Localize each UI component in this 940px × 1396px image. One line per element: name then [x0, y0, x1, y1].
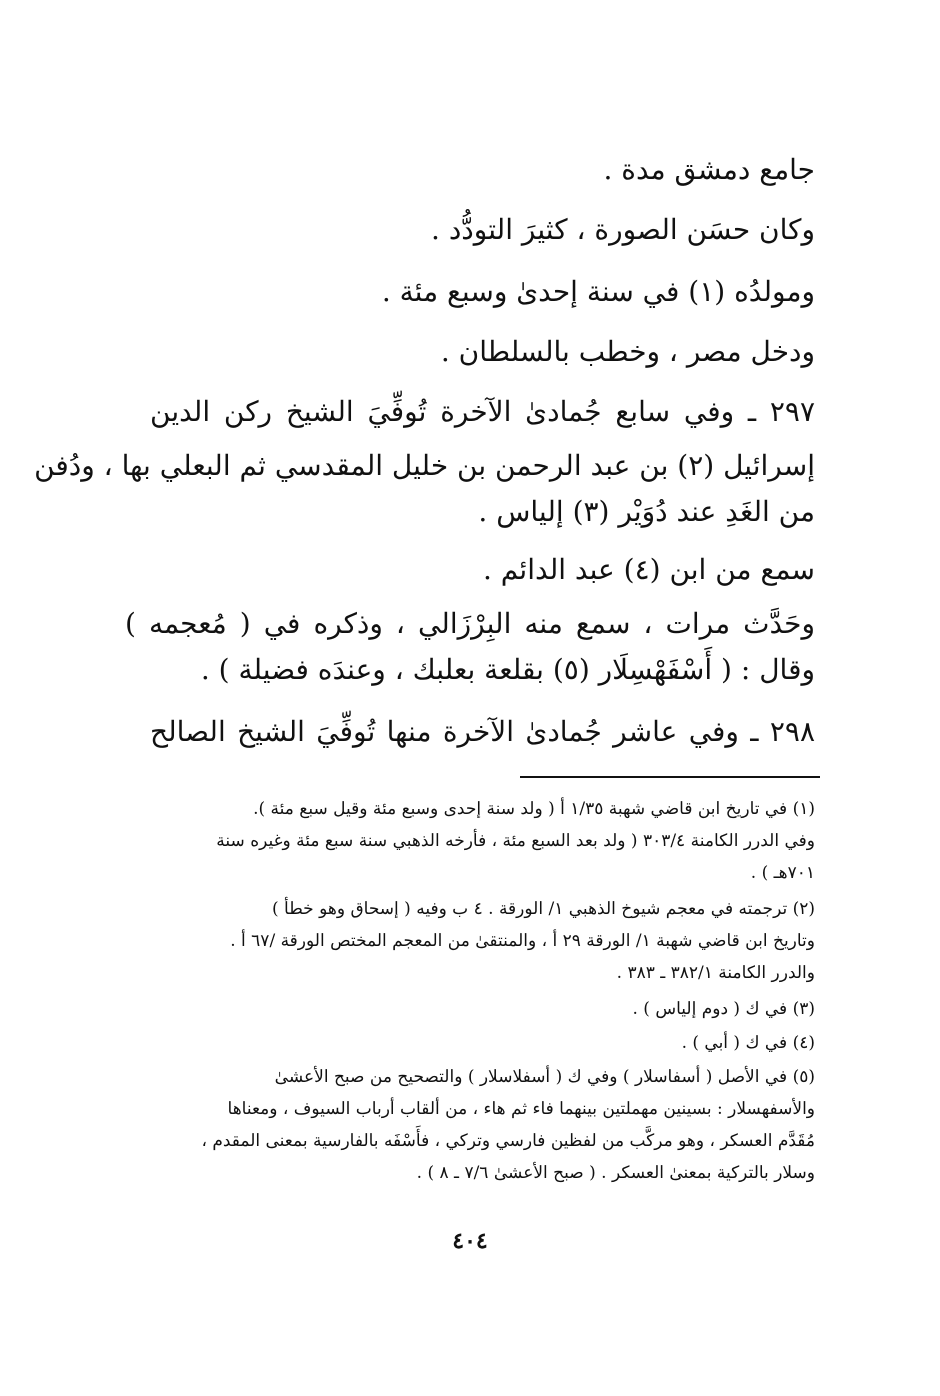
- footnote-line-3: ٧٠١هـ ) .: [750, 863, 815, 883]
- footnote-line-6: والدرر الكامنة ٣٨٢/١ ـ ٣٨٣ .: [616, 963, 815, 983]
- footnote-line-7: (٣) في ك ( دوم إلياس ) .: [632, 999, 815, 1019]
- footnote-separator: [520, 776, 820, 778]
- footnote-line-1: (١) في تاريخ ابن قاضي شهبة ١/٣٥ أ ( ولد سنة إحدى وسبع مئة وقيل سبع مئة ).: [253, 799, 815, 819]
- page-number: ٤٠٤: [452, 1228, 488, 1254]
- footnote-line-9: (٥) في الأصل ( أسفاسلار ) وفي ك ( أسفلاسلار ) والتصحيح من صبح الأعشىٰ: [274, 1067, 815, 1087]
- body-line-3: ومولدُه (١) في سنة إحدىٰ وسبع مئة .: [381, 275, 815, 308]
- body-line-2: وكان حسَن الصورة ، كثيرَ التودُّد .: [431, 213, 815, 246]
- body-line-5: ٢٩٧ ـ وفي سابع جُمادىٰ الآخرة تُوفِّيَ الشيخ ركن الدين: [150, 395, 815, 428]
- footnote-line-10: والأسفهسلار : بسينين مهملتين بينهما فاء ثم هاء ، من ألقاب أرباب السيوف ، ومعناها: [227, 1099, 815, 1119]
- footnote-line-5: وتاريخ ابن قاضي شهبة ١/ الورقة ٢٩ أ ، والمنتقىٰ من المعجم المختص الورقة /٦٧ أ .: [230, 931, 815, 951]
- footnote-line-11: مُقَدَّم العسكر ، وهو مركَّب من لفظين فارسي وتركي ، فأَسْفَه بالفارسية بمعنى المقدم ،: [201, 1131, 815, 1151]
- body-line-8: سمع من ابن (٤) عبد الدائم .: [482, 553, 815, 586]
- body-line-4: ودخل مصر ، وخطب بالسلطان .: [440, 335, 815, 368]
- body-line-6: إسرائيل (٢) بن عبد الرحمن بن خليل المقدسي ثم البعلي بها ، ودُفن: [34, 449, 815, 482]
- footnote-line-8: (٤) في ك ( أبي ) .: [681, 1033, 815, 1053]
- footnote-line-2: وفي الدرر الكامنة ٣٠٣/٤ ( ولد بعد السبع مئة ، فأرخه الذهبي سنة سبع مئة وغيره سنة: [216, 831, 815, 851]
- body-line-1: جامع دمشق مدة .: [603, 153, 815, 186]
- body-line-9: وحَدَّث مرات ، سمع منه البِرْزَالي ، وذكره في ( مُعجمه ): [125, 607, 815, 640]
- footnote-line-4: (٢) ترجمته في معجم شيوخ الذهبي ١/ الورقة . ٤ ب وفيه ( إسحاق وهو خطأ ): [272, 899, 815, 919]
- body-line-11: ٢٩٨ ـ وفي عاشر جُمادىٰ الآخرة منها تُوفِّيَ الشيخ الصالح: [150, 715, 815, 748]
- footnote-line-12: وسلار بالتركية بمعنىٰ العسكر . ( صبح الأعشىٰ ٧/٦ ـ ٨ ) .: [416, 1163, 815, 1183]
- body-line-7: من الغَدِ عند دُوَيْر (٣) إلياس .: [478, 495, 815, 528]
- body-line-10: وقال : ( أَسْفَهْسِلَار (٥) بقلعة بعلبك ، وعندَه فضيلة ) .: [200, 653, 815, 686]
